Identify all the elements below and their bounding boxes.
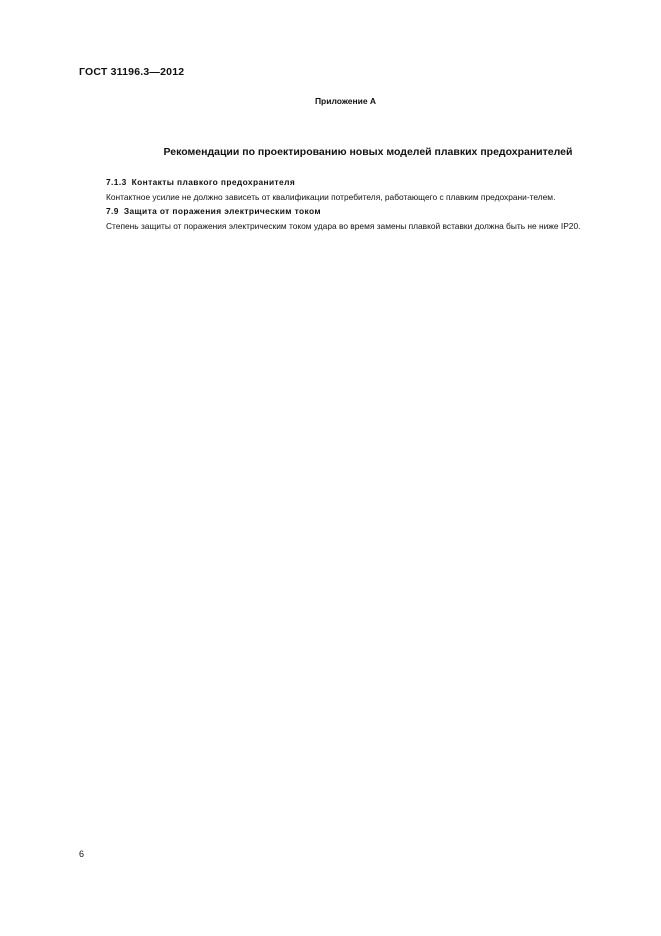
document-body	[79, 175, 615, 233]
clause-heading	[79, 175, 615, 190]
page-number: 6	[79, 849, 85, 859]
annex-label: Приложение А	[314, 96, 377, 106]
standard-code-header: ГОСТ 31196.3—2012	[79, 66, 185, 78]
clause-number: 7.1.3	[106, 177, 127, 187]
clause-heading-text: Контакты плавкого предохранителя	[131, 177, 296, 187]
clause-paragraph: Контактное усилие не должно зависеть от квалификации потребителя, работающего с плавким предохрани-телем.	[106, 191, 556, 202]
clause-heading-text: Защита от поражения электрическим током	[123, 206, 321, 216]
clause-number: 7.9	[106, 206, 119, 216]
clause-heading	[79, 204, 615, 219]
clause-paragraph: Степень защиты от поражения электрическим током удара во время замены плавкой вставки должна быть не ниже IP20.	[106, 220, 581, 231]
section-title: Рекомендации по проектированию новых моделей плавких предохранителей	[163, 146, 573, 158]
